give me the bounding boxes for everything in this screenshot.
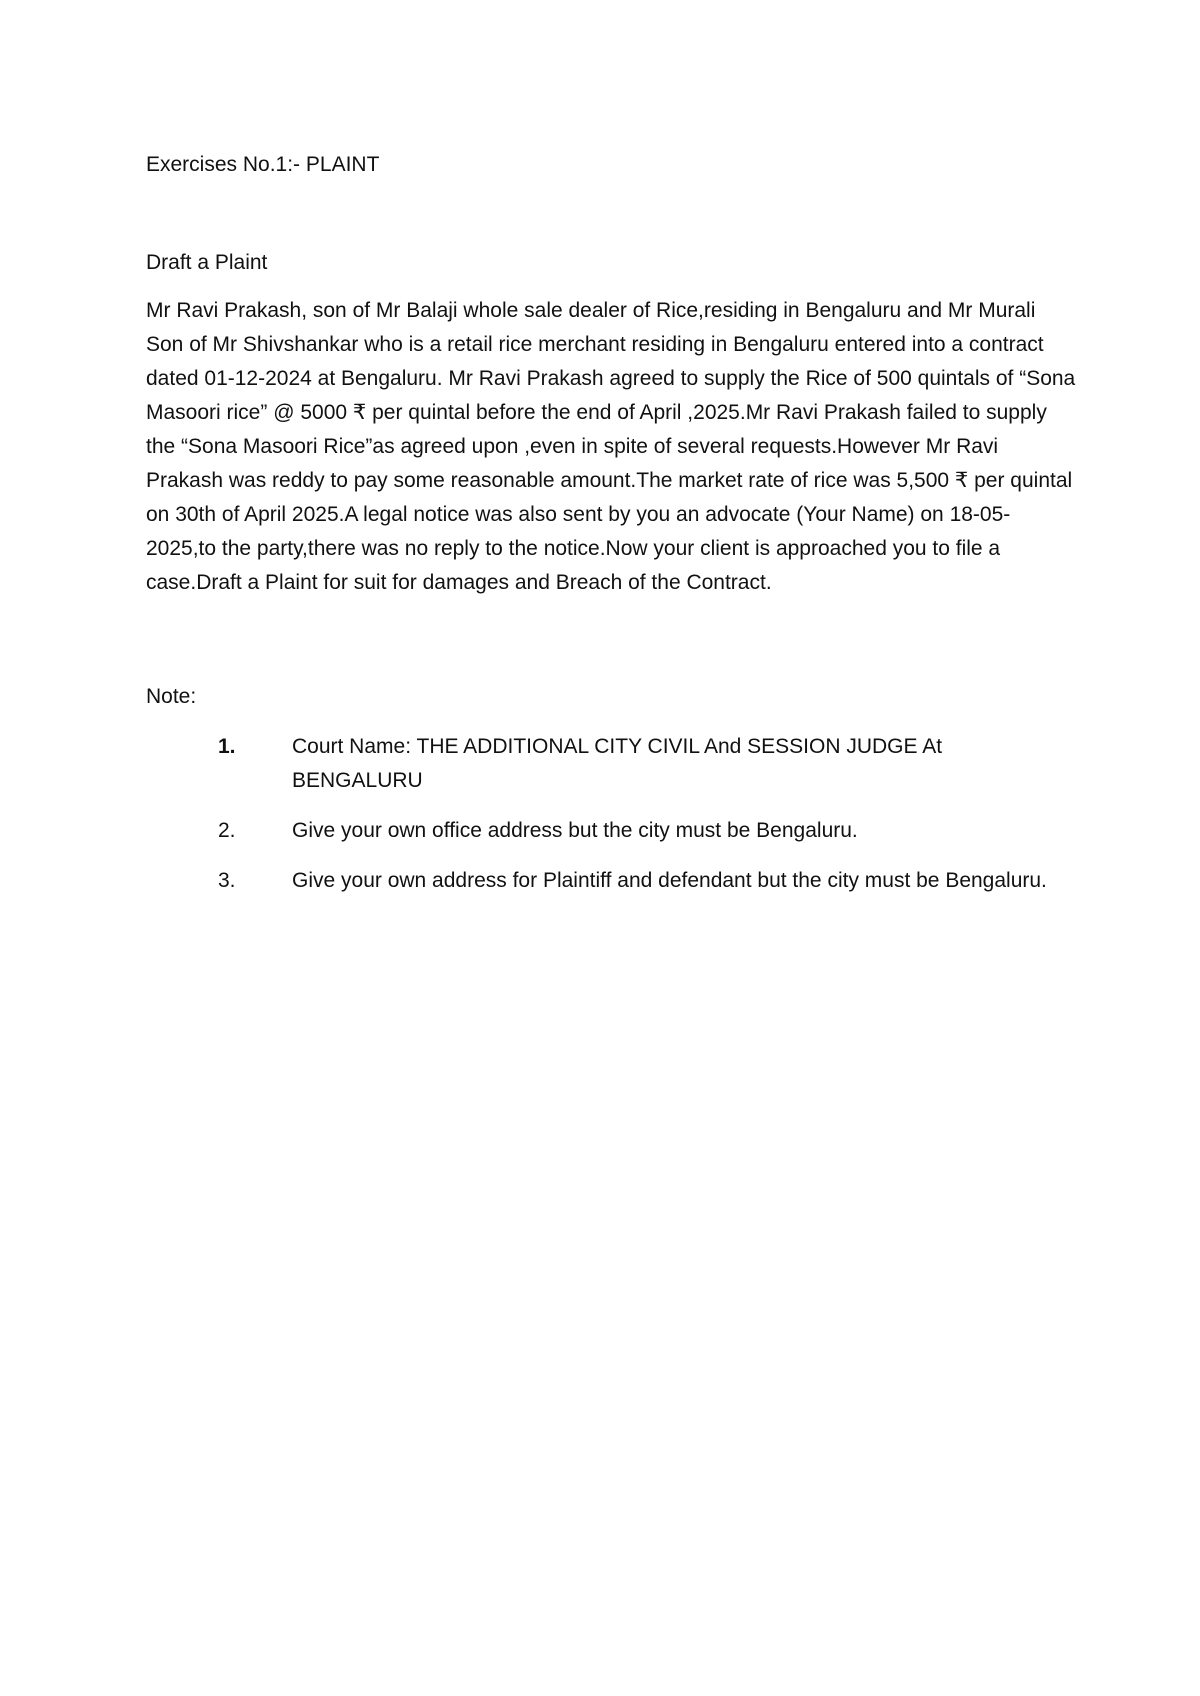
note-text: Court Name: THE ADDITIONAL CITY CIVIL And SESSION JUDGE At BENGALURU [292,735,943,792]
note-number: 1. [218,735,236,758]
case-facts-paragraph: Mr Ravi Prakash, son of Mr Balaji whole sale dealer of Rice,residing in Bengaluru and Mr Murali Son of Mr Shivshankar who is a retail rice merchant residing in Bengaluru entered into a contract dated 01-12-2024 at Bengaluru. Mr Ravi Prakash agreed to supply the Rice of 500 quintals of “Sona Masoori rice” @ 5000 ₹ per quintal before the end of April ,2025.Mr Ravi Prakash failed to supply the “Sona Masoori Rice”as agreed upon ,even in spite of several requests.However Mr Ravi Prakash was reddy to pay some reasonable amount.The market rate of rice was 5,500 ₹ per quintal on 30th of April 2025.A legal notice was also sent by you an advocate (Your Name) on 18-05-2025,to the party,there was no reply to the notice.Now your client is approached you to file a case.Draft a Plaint for suit for damages and Breach of the Contract. [146,299,1076,594]
document-body [146,148,1076,914]
note-text: Give your own address for Plaintiff and defendant but the city must be Bengaluru. [292,869,1047,892]
note-label: Note: [146,685,197,708]
note-number: 3. [218,869,236,892]
draft-heading: Draft a Plaint [146,251,268,274]
note-text: Give your own office address but the city must be Bengaluru. [292,819,858,842]
note-list [146,730,1076,898]
note-item-1 [146,730,1076,798]
note-number: 2. [218,819,236,842]
note-item-2 [146,814,1076,848]
note-item-3 [146,864,1076,898]
exercise-title: Exercises No.1:- PLAINT [146,153,380,176]
